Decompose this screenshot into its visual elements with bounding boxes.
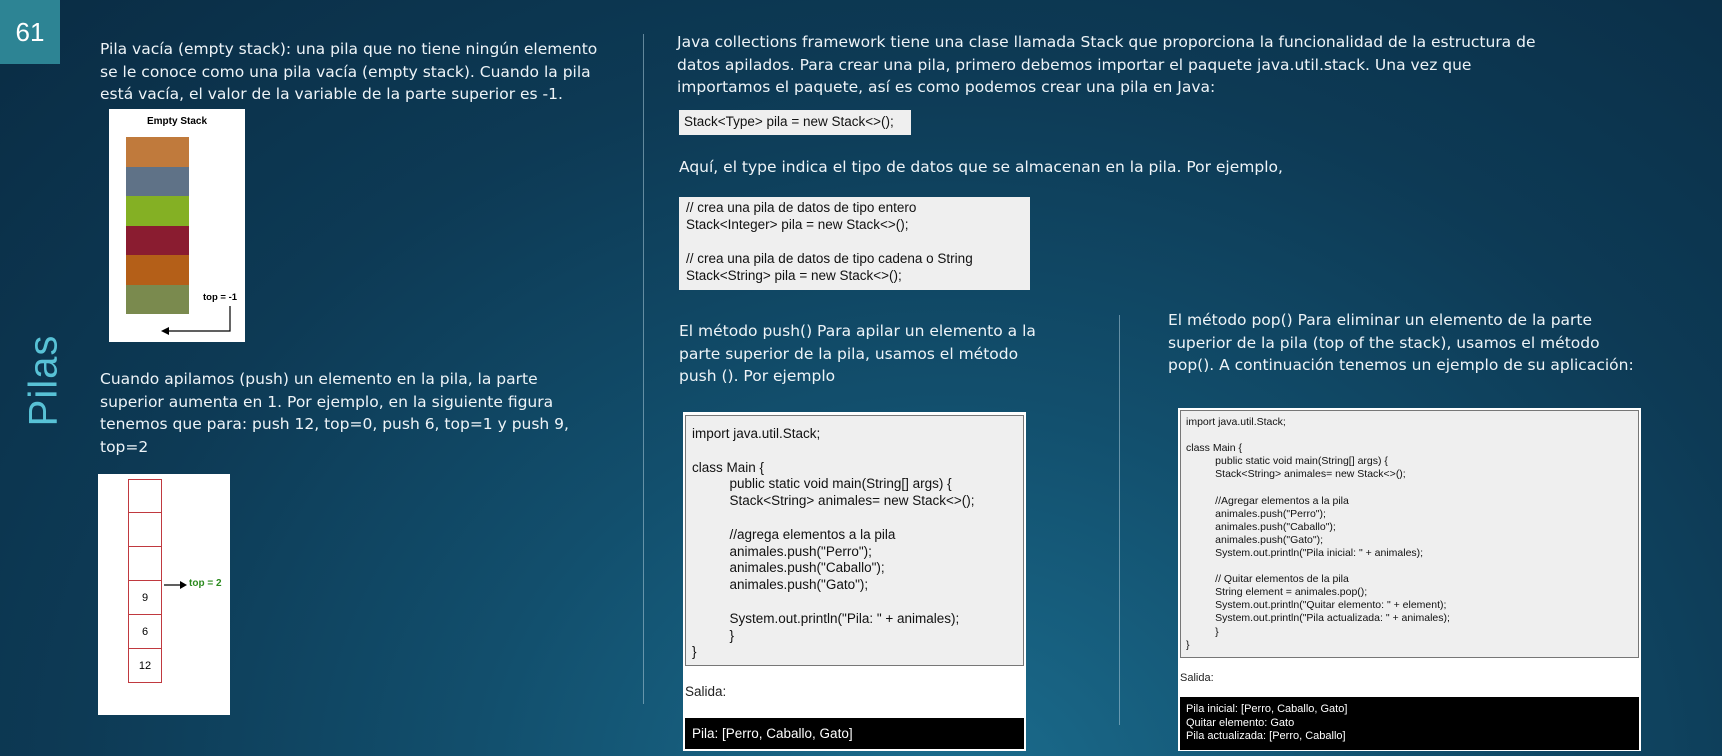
- code-line: // crea una pila de datos de tipo entero: [686, 200, 917, 215]
- slide-number: 61: [0, 0, 60, 64]
- stack-block: [126, 137, 189, 167]
- code-line: Stack<Integer> pila = new Stack<>();: [686, 217, 909, 232]
- stack-block: [126, 255, 189, 285]
- code-line: public static void main(String[] args) {: [1186, 455, 1388, 468]
- code-line: animales.push("Perro");: [1186, 507, 1326, 520]
- push-stack-cells: [128, 479, 162, 683]
- code-line: //agrega elementos a la pila: [692, 526, 896, 542]
- code-line: [686, 233, 1023, 250]
- stack-cell: 9: [128, 581, 162, 615]
- slide-title: [14, 325, 74, 435]
- stack-block: [126, 196, 189, 226]
- code-line: Stack<String> animales= new Stack<>();: [692, 493, 975, 509]
- code-line: // crea una pila de datos de tipo cadena o String: [686, 251, 973, 266]
- code-line: animales.push("Gato");: [692, 577, 869, 593]
- divider-right: [1119, 315, 1120, 725]
- code-line: import java.util.Stack;: [1186, 416, 1286, 428]
- code-line: Stack<String> animales= new Stack<>();: [1186, 468, 1406, 481]
- code-line: animales.push("Caballo");: [1186, 520, 1336, 533]
- code-type-examples: [679, 197, 1030, 290]
- code-line: animales.push("Perro");: [692, 543, 872, 559]
- empty-stack-blocks: [126, 137, 189, 314]
- code-line: }: [1186, 625, 1219, 638]
- pop-method-paragraph: El método pop() Para eliminar un elemento de la parte superior de la pila (top of the stack), usamos el método pop(). A continuación tenemos un ejemplo de su aplicación:: [1168, 311, 1634, 374]
- empty-stack-paragraph: Pila vacía (empty stack): una pila que no tiene ningún elemento se le conoce como una pila vacía (empty stack). Cuando la pila está vacía, el valor de la variable de la parte superior es -1.: [100, 40, 598, 103]
- code-line: [692, 443, 1017, 460]
- stack-block: [126, 226, 189, 256]
- push-example-panel: [683, 412, 1026, 751]
- code-line: }: [692, 644, 697, 660]
- slide-title-text: Pilas: [21, 334, 66, 426]
- divider-left: [643, 34, 644, 704]
- pop-output-label: Salida:: [1180, 672, 1214, 684]
- push-output-label: Salida:: [685, 684, 727, 699]
- code-line: [692, 594, 1017, 611]
- code-line: [1186, 560, 1633, 573]
- code-line: [1186, 429, 1633, 442]
- code-line: //Agregar elementos a la pila: [1186, 494, 1349, 507]
- code-line: System.out.println("Pila actualizada: " + animales);: [1186, 612, 1450, 625]
- pop-example-panel: [1178, 408, 1641, 751]
- stack-cell: [128, 513, 162, 547]
- code-line: class Main {: [1186, 442, 1243, 455]
- pop-output: [1180, 697, 1639, 750]
- code-line: class Main {: [692, 459, 765, 475]
- code-line: import java.util.Stack;: [692, 426, 821, 441]
- stack-cell: 12: [128, 649, 162, 683]
- code-line: public static void main(String[] args) {: [692, 476, 952, 492]
- push-method-paragraph: El método push() Para apilar un elemento a la parte superior de la pila, usamos el método push (). Por ejemplo: [679, 322, 1036, 385]
- top-arrow-icon: [164, 579, 188, 591]
- code-line: // Quitar elementos de la pila: [1186, 573, 1349, 586]
- code-line: animales.push("Gato");: [1186, 533, 1324, 546]
- code-line: animales.push("Caballo");: [692, 560, 885, 576]
- code-line: System.out.println("Pila inicial: " + animales);: [1186, 546, 1424, 559]
- code-line: [692, 510, 1017, 527]
- code-line: Pila actualizada: [Perro, Caballo]: [1186, 730, 1346, 742]
- code-line: [1186, 481, 1633, 494]
- stack-cell: 6: [128, 615, 162, 649]
- code-line: String element = animales.pop();: [1186, 586, 1368, 599]
- code-line: }: [1186, 638, 1190, 651]
- code-line: }: [692, 627, 735, 643]
- empty-stack-figure: [109, 109, 245, 342]
- java-intro-paragraph: Java collections framework tiene una clase llamada Stack que proporciona la funcionalidad de la estructura de datos apilados. Para crear una pila, primero debemos importar el paquete java.util.stack. Una vez que importamos el paquete, así es como podemos crear una pila en Java:: [677, 33, 1536, 96]
- type-note-paragraph: Aquí, el type indica el tipo de datos que se almacenan en la pila. Por ejemplo,: [679, 158, 1283, 176]
- stack-cell: [128, 479, 162, 513]
- stack-cell: [128, 547, 162, 581]
- code-line: System.out.println("Pila: " + animales);: [692, 610, 960, 626]
- empty-stack-title: Empty Stack: [146, 116, 208, 127]
- push-output: Pila: [Perro, Caballo, Gato]: [685, 718, 1024, 749]
- push-stack-figure: [98, 474, 230, 715]
- stack-block: [126, 167, 189, 197]
- code-line: System.out.println("Quitar elemento: " + element);: [1186, 599, 1447, 612]
- code-create-stack: Stack<Type> pila = new Stack<>();: [679, 110, 911, 135]
- code-line: Quitar elemento: Gato: [1186, 716, 1295, 729]
- push-code-block: [685, 415, 1024, 666]
- empty-top-label: top = -1: [203, 292, 238, 303]
- push-top-label: top = 2: [189, 578, 222, 589]
- push-paragraph: Cuando apilamos (push) un elemento en la pila, la parte superior aumenta en 1. Por ejemplo, en la siguiente figura tenemos que para: push 12, top=0, push 6, top=1 y push 9, top=2: [100, 370, 569, 456]
- code-line: Pila inicial: [Perro, Caballo, Gato]: [1186, 703, 1348, 715]
- code-line: Stack<String> pila = new Stack<>();: [686, 268, 902, 283]
- pop-code-block: [1180, 410, 1639, 658]
- empty-top-arrow: [159, 304, 239, 339]
